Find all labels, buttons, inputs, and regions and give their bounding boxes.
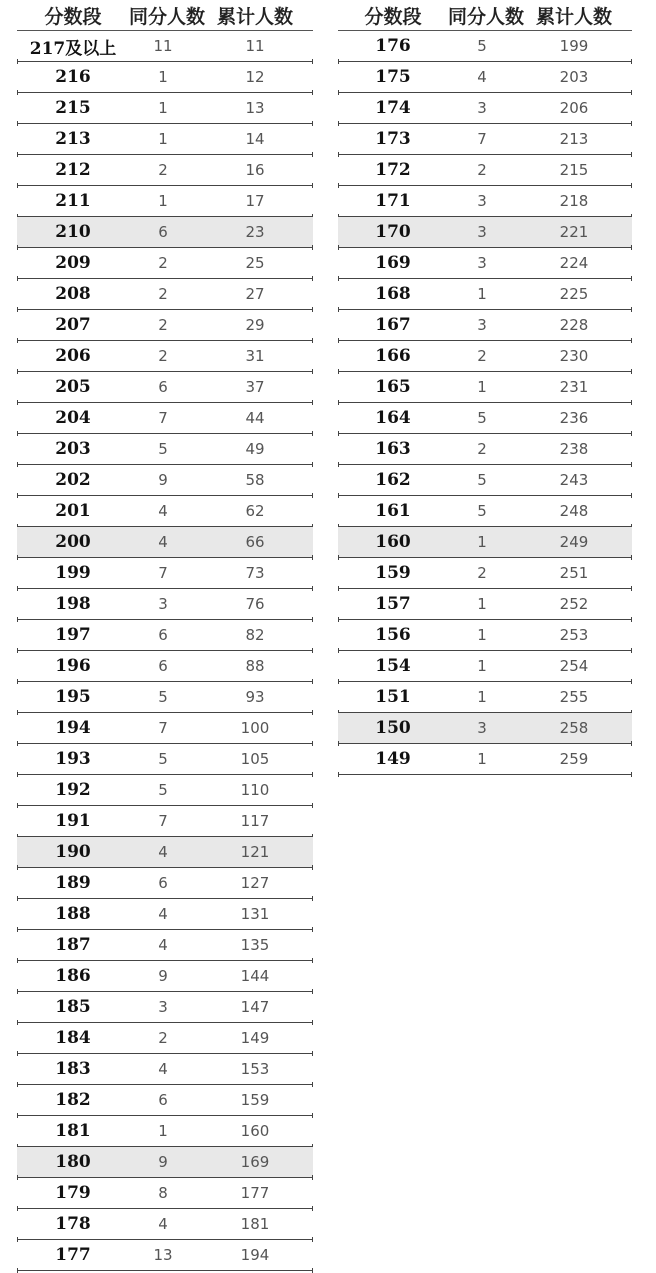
count-cell: 4	[158, 1060, 168, 1078]
score-cell: 196	[55, 656, 91, 676]
score-cell: 202	[55, 470, 91, 490]
count-cell: 1	[477, 626, 487, 644]
score-cell: 210	[55, 222, 91, 242]
score-cell: 183	[55, 1059, 91, 1079]
table-row	[17, 155, 313, 186]
count-cell: 2	[158, 161, 168, 179]
count-cell: 3	[477, 719, 487, 737]
score-cell: 180	[55, 1152, 91, 1172]
table-row	[17, 527, 313, 558]
count-cell: 2	[477, 347, 487, 365]
score-cell: 184	[55, 1028, 91, 1048]
cumulative-cell: 135	[240, 936, 270, 954]
cumulative-cell: 225	[559, 285, 589, 303]
table-row	[17, 279, 313, 310]
count-cell: 7	[158, 409, 168, 427]
table-row	[17, 217, 313, 248]
table-row	[17, 496, 313, 527]
count-cell: 3	[477, 192, 487, 210]
table-row	[338, 31, 632, 62]
cumulative-cell: 37	[245, 378, 265, 396]
count-cell: 6	[158, 874, 168, 892]
count-cell: 13	[153, 1246, 173, 1264]
table-row	[17, 868, 313, 899]
count-cell: 7	[477, 130, 487, 148]
table-row	[17, 558, 313, 589]
header-same-score-count: 同分人数	[448, 5, 525, 28]
score-cell: 208	[55, 284, 91, 304]
count-cell: 1	[477, 688, 487, 706]
score-cell: 159	[375, 563, 411, 583]
count-cell: 5	[158, 750, 168, 768]
cumulative-cell: 181	[240, 1215, 270, 1233]
table-row	[17, 775, 313, 806]
score-cell: 179	[55, 1183, 91, 1203]
cumulative-cell: 110	[240, 781, 270, 799]
table-row	[338, 558, 632, 589]
count-cell: 2	[477, 440, 487, 458]
cumulative-cell: 254	[559, 657, 589, 675]
score-cell: 182	[55, 1090, 91, 1110]
score-cell: 209	[55, 253, 91, 273]
table-row	[338, 589, 632, 620]
score-cell: 169	[375, 253, 411, 273]
cumulative-cell: 230	[559, 347, 589, 365]
count-cell: 11	[153, 37, 173, 55]
cumulative-cell: 144	[240, 967, 270, 985]
table-row	[17, 837, 313, 868]
count-cell: 9	[158, 967, 168, 985]
score-cell: 160	[375, 532, 411, 552]
cumulative-cell: 121	[240, 843, 270, 861]
cumulative-cell: 199	[559, 37, 589, 55]
score-cell: 205	[55, 377, 91, 397]
cumulative-cell: 249	[559, 533, 589, 551]
header-same-score-count: 同分人数	[129, 5, 206, 28]
cumulative-cell: 76	[245, 595, 265, 613]
table-row	[338, 465, 632, 496]
score-cell: 178	[55, 1214, 91, 1234]
count-cell: 2	[158, 1029, 168, 1047]
cumulative-cell: 44	[245, 409, 265, 427]
cumulative-cell: 117	[240, 812, 270, 830]
cumulative-cell: 255	[559, 688, 589, 706]
cumulative-cell: 259	[559, 750, 589, 768]
table-row	[338, 434, 632, 465]
header-cumulative-count: 累计人数	[216, 5, 293, 28]
table-row	[17, 1209, 313, 1240]
count-cell: 5	[477, 502, 487, 520]
cumulative-cell: 66	[245, 533, 265, 551]
count-cell: 1	[477, 595, 487, 613]
count-cell: 1	[477, 657, 487, 675]
count-cell: 5	[477, 37, 487, 55]
table-row	[338, 713, 632, 744]
cumulative-cell: 93	[245, 688, 265, 706]
cumulative-cell: 160	[240, 1122, 270, 1140]
count-cell: 3	[477, 223, 487, 241]
cumulative-cell: 228	[559, 316, 589, 334]
score-cell: 157	[375, 594, 411, 614]
cumulative-cell: 153	[240, 1060, 270, 1078]
count-cell: 2	[158, 316, 168, 334]
table-row	[17, 992, 313, 1023]
count-cell: 6	[158, 657, 168, 675]
cumulative-cell: 31	[245, 347, 265, 365]
table-row	[338, 682, 632, 713]
score-cell: 206	[55, 346, 91, 366]
score-cell: 149	[375, 749, 411, 769]
table-row	[17, 62, 313, 93]
count-cell: 5	[477, 471, 487, 489]
table-row	[17, 1023, 313, 1054]
score-cell: 215	[55, 98, 91, 118]
cumulative-cell: 224	[559, 254, 589, 272]
score-cell: 190	[55, 842, 91, 862]
count-cell: 5	[158, 688, 168, 706]
score-cell: 203	[55, 439, 91, 459]
score-cell: 207	[55, 315, 91, 335]
count-cell: 6	[158, 378, 168, 396]
table-row	[17, 1178, 313, 1209]
table-row	[338, 186, 632, 217]
count-cell: 9	[158, 471, 168, 489]
cumulative-cell: 177	[240, 1184, 270, 1202]
count-cell: 1	[158, 130, 168, 148]
table-row	[338, 620, 632, 651]
cumulative-cell: 218	[559, 192, 589, 210]
count-cell: 4	[477, 68, 487, 86]
cumulative-cell: 62	[245, 502, 265, 520]
count-cell: 4	[158, 533, 168, 551]
header-score-range: 分数段	[364, 5, 422, 28]
cumulative-cell: 159	[240, 1091, 270, 1109]
score-cell: 165	[375, 377, 411, 397]
count-cell: 1	[158, 99, 168, 117]
table-row	[17, 248, 313, 279]
count-cell: 6	[158, 626, 168, 644]
count-cell: 3	[477, 254, 487, 272]
cumulative-cell: 27	[245, 285, 265, 303]
cumulative-cell: 231	[559, 378, 589, 396]
score-cell: 163	[375, 439, 411, 459]
score-cell: 151	[375, 687, 411, 707]
table-row	[17, 1116, 313, 1147]
count-cell: 3	[158, 998, 168, 1016]
table-row	[17, 310, 313, 341]
table-row	[17, 930, 313, 961]
cumulative-cell: 58	[245, 471, 265, 489]
score-cell: 166	[375, 346, 411, 366]
cumulative-cell: 238	[559, 440, 589, 458]
count-cell: 1	[477, 285, 487, 303]
score-cell: 217及以上	[29, 38, 117, 59]
table-row	[17, 1085, 313, 1116]
cumulative-cell: 169	[240, 1153, 270, 1171]
cumulative-cell: 243	[559, 471, 589, 489]
table-row	[17, 124, 313, 155]
cumulative-cell: 23	[245, 223, 265, 241]
table-row	[338, 279, 632, 310]
cumulative-cell: 13	[245, 99, 265, 117]
cumulative-cell: 252	[559, 595, 589, 613]
score-cell: 170	[375, 222, 411, 242]
table-row	[338, 372, 632, 403]
table-row	[338, 124, 632, 155]
table-row	[17, 713, 313, 744]
score-cell: 156	[375, 625, 411, 645]
cumulative-cell: 248	[559, 502, 589, 520]
score-cell: 164	[375, 408, 411, 428]
score-cell: 175	[375, 67, 411, 87]
table-row	[17, 589, 313, 620]
count-cell: 2	[477, 564, 487, 582]
count-cell: 2	[158, 254, 168, 272]
score-cell: 195	[55, 687, 91, 707]
cumulative-cell: 49	[245, 440, 265, 458]
table-row	[17, 434, 313, 465]
score-cell: 199	[55, 563, 91, 583]
score-cell: 167	[375, 315, 411, 335]
score-cell: 186	[55, 966, 91, 986]
table-row	[17, 93, 313, 124]
table-row	[17, 341, 313, 372]
cumulative-cell: 206	[559, 99, 589, 117]
cumulative-cell: 11	[245, 37, 265, 55]
score-cell: 216	[55, 67, 91, 87]
table-row	[338, 310, 632, 341]
count-cell: 9	[158, 1153, 168, 1171]
table-row	[17, 682, 313, 713]
cumulative-cell: 12	[245, 68, 265, 86]
header-cumulative-count: 累计人数	[535, 5, 612, 28]
score-cell: 176	[375, 36, 411, 56]
score-cell: 191	[55, 811, 91, 831]
table-row	[338, 651, 632, 682]
table-row	[338, 496, 632, 527]
cumulative-cell: 236	[559, 409, 589, 427]
score-cell: 154	[375, 656, 411, 676]
cumulative-cell: 215	[559, 161, 589, 179]
table-row	[338, 217, 632, 248]
score-cell: 171	[375, 191, 411, 211]
count-cell: 5	[158, 440, 168, 458]
score-table-left	[17, 0, 313, 1271]
table-row	[338, 62, 632, 93]
count-cell: 5	[477, 409, 487, 427]
table-row	[17, 651, 313, 682]
cumulative-cell: 194	[240, 1246, 270, 1264]
cumulative-cell: 88	[245, 657, 265, 675]
score-cell: 200	[55, 532, 91, 552]
cumulative-cell: 29	[245, 316, 265, 334]
table-row	[338, 248, 632, 279]
score-cell: 189	[55, 873, 91, 893]
cumulative-cell: 149	[240, 1029, 270, 1047]
table-row	[17, 899, 313, 930]
score-cell: 204	[55, 408, 91, 428]
count-cell: 3	[477, 316, 487, 334]
count-cell: 1	[477, 750, 487, 768]
table-row	[338, 527, 632, 558]
score-cell: 194	[55, 718, 91, 738]
cumulative-cell: 73	[245, 564, 265, 582]
cumulative-cell: 127	[240, 874, 270, 892]
table-row	[17, 372, 313, 403]
score-cell: 162	[375, 470, 411, 490]
count-cell: 1	[477, 378, 487, 396]
score-cell: 188	[55, 904, 91, 924]
count-cell: 2	[477, 161, 487, 179]
score-cell: 150	[375, 718, 411, 738]
score-cell: 173	[375, 129, 411, 149]
cumulative-cell: 100	[240, 719, 270, 737]
count-cell: 1	[477, 533, 487, 551]
header-score-range: 分数段	[44, 5, 102, 28]
table-row	[338, 93, 632, 124]
count-cell: 2	[158, 347, 168, 365]
score-cell: 201	[55, 501, 91, 521]
table-row	[17, 1147, 313, 1178]
table-row	[17, 403, 313, 434]
cumulative-cell: 17	[245, 192, 265, 210]
count-cell: 4	[158, 936, 168, 954]
count-cell: 7	[158, 719, 168, 737]
table-row	[338, 744, 632, 775]
table-row	[17, 620, 313, 651]
count-cell: 3	[477, 99, 487, 117]
score-cell: 161	[375, 501, 411, 521]
count-cell: 6	[158, 223, 168, 241]
score-cell: 181	[55, 1121, 91, 1141]
count-cell: 1	[158, 1122, 168, 1140]
score-cell: 212	[55, 160, 91, 180]
table-row	[17, 744, 313, 775]
cumulative-cell: 16	[245, 161, 265, 179]
table-row	[338, 155, 632, 186]
count-cell: 7	[158, 564, 168, 582]
table-row	[338, 341, 632, 372]
cumulative-cell: 14	[245, 130, 265, 148]
table-row	[17, 465, 313, 496]
score-cell: 193	[55, 749, 91, 769]
score-cell: 187	[55, 935, 91, 955]
table-row	[17, 1240, 313, 1271]
cumulative-cell: 213	[559, 130, 589, 148]
score-cell: 213	[55, 129, 91, 149]
cumulative-cell: 203	[559, 68, 589, 86]
score-cell: 197	[55, 625, 91, 645]
score-table-right	[338, 0, 632, 775]
cumulative-cell: 251	[559, 564, 589, 582]
table-row	[17, 186, 313, 217]
cumulative-cell: 131	[240, 905, 270, 923]
cumulative-cell: 82	[245, 626, 265, 644]
cumulative-cell: 253	[559, 626, 589, 644]
score-cell: 168	[375, 284, 411, 304]
cumulative-cell: 258	[559, 719, 589, 737]
count-cell: 4	[158, 1215, 168, 1233]
count-cell: 1	[158, 192, 168, 210]
table-row	[17, 1054, 313, 1085]
count-cell: 5	[158, 781, 168, 799]
count-cell: 4	[158, 502, 168, 520]
table-row	[17, 31, 313, 62]
count-cell: 1	[158, 68, 168, 86]
cumulative-cell: 147	[240, 998, 270, 1016]
score-cell: 198	[55, 594, 91, 614]
score-cell: 211	[55, 191, 91, 211]
count-cell: 8	[158, 1184, 168, 1202]
cumulative-cell: 25	[245, 254, 265, 272]
count-cell: 3	[158, 595, 168, 613]
table-header	[338, 0, 632, 31]
cumulative-cell: 105	[240, 750, 270, 768]
table-row	[17, 961, 313, 992]
table-header	[17, 0, 313, 31]
cumulative-cell: 221	[559, 223, 589, 241]
score-cell: 177	[55, 1245, 91, 1265]
count-cell: 4	[158, 905, 168, 923]
count-cell: 2	[158, 285, 168, 303]
count-cell: 7	[158, 812, 168, 830]
score-cell: 192	[55, 780, 91, 800]
table-row	[338, 403, 632, 434]
score-cell: 185	[55, 997, 91, 1017]
score-cell: 174	[375, 98, 411, 118]
count-cell: 4	[158, 843, 168, 861]
score-cell: 172	[375, 160, 411, 180]
count-cell: 6	[158, 1091, 168, 1109]
table-row	[17, 806, 313, 837]
